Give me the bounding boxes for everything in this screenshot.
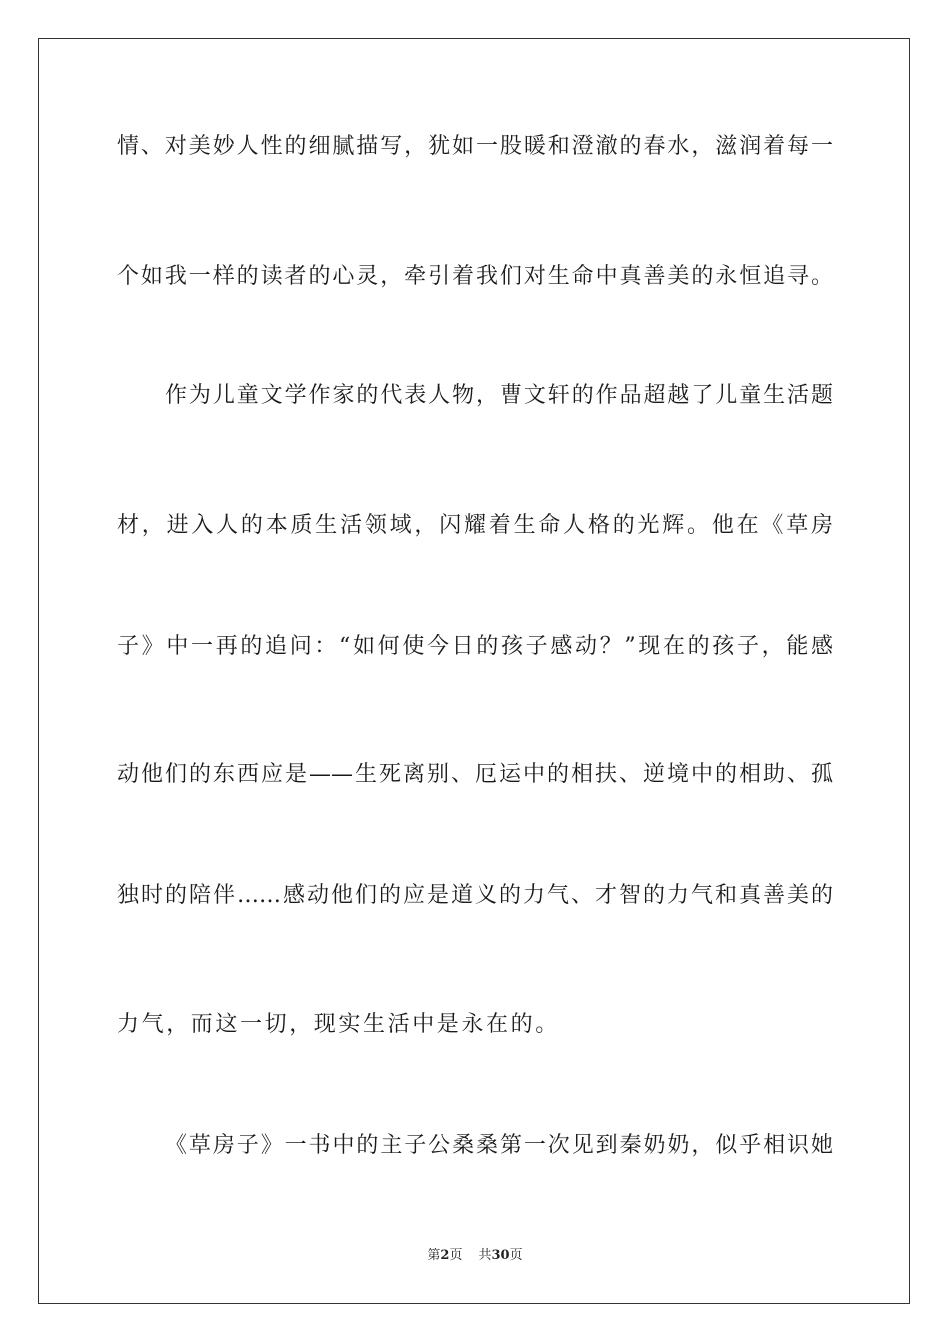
total-suffix: 页 — [509, 1248, 523, 1263]
text-line: 个如我一样的读者的心灵，牵引着我们对生命中真善美的永恒追寻。 — [117, 264, 833, 289]
paragraph-first-line: 《草房子》一书中的主子公桑桑第一次见到秦奶奶，似乎相识她 — [165, 1133, 833, 1158]
text-line: 动他们的东西应是——生死离别、厄运中的相扶、逆境中的相助、孤 — [117, 762, 833, 787]
text-line: 情、对美妙人性的细腻描写，犹如一股暖和澄澈的春水，滋润着每一 — [117, 134, 833, 159]
text-line: 子》中一再的追问：“如何使今日的孩子感动？”现在的孩子，能感 — [117, 634, 833, 659]
total-pages: 30 — [491, 1248, 510, 1263]
paragraph-first-line: 作为儿童文学作家的代表人物，曹文轩的作品超越了儿童生活题 — [165, 383, 833, 408]
text-line: 材，进入人的本质生活领域，闪耀着生命人格的光辉。他在《草房 — [117, 513, 833, 538]
page-border — [38, 38, 910, 1304]
page-prefix: 第 — [427, 1248, 441, 1263]
text-line: 独时的陪伴……感动他们的应是道义的力气、才智的力气和真善美的 — [117, 883, 833, 908]
page-suffix: 页 — [449, 1248, 463, 1263]
total-prefix: 共 — [478, 1248, 492, 1263]
page-footer — [0, 1247, 950, 1265]
paragraph-last-line: 力气，而这一切，现实生活中是永在的。 — [117, 1012, 560, 1037]
page-number: 2 — [440, 1248, 450, 1263]
